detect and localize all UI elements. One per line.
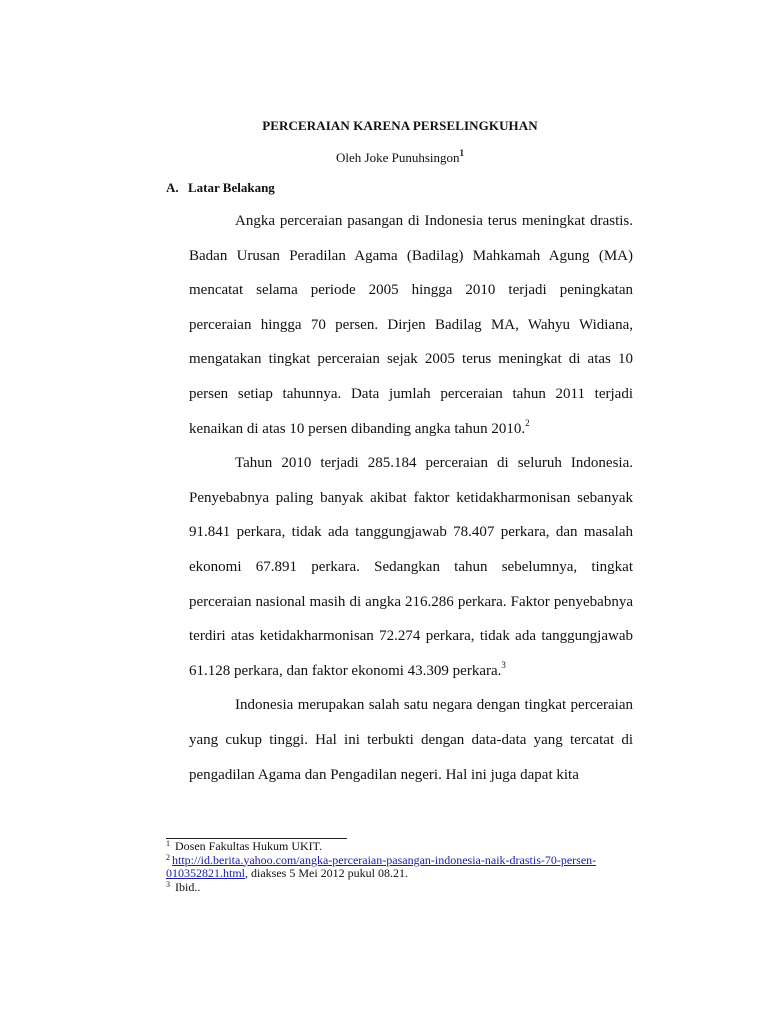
footnote-number: 1 bbox=[166, 839, 170, 848]
paragraph bbox=[189, 688, 633, 792]
section-title: Latar Belakang bbox=[188, 180, 275, 195]
document-title: PERCERAIAN KARENA PERSELINGKUHAN bbox=[262, 118, 538, 133]
paragraph-text: Angka perceraian pasangan di Indonesia terus meningkat drastis. Badan Urusan Peradilan Agama (Badilag) Mahkamah Agung (MA) mencatat selama periode 2005 hingga 2010 terjadi peningkatan perceraian hingga 70 persen. Dirjen Badilag MA, Wahyu Widiana, mengatakan tingkat perceraian sejak 2005 terus meningkat di atas 10 persen setiap tahunnya. Data jumlah perceraian tahun 2011 terjadi kenaikan di atas 10 persen dibanding angka tahun 2010. bbox=[189, 213, 633, 437]
footnote-text: , diakses 5 Mei 2012 pukul 08.21. bbox=[245, 866, 409, 880]
footnote-number: 3 bbox=[166, 879, 170, 889]
paragraph-text: Tahun 2010 terjadi 285.184 perceraian di seluruh Indonesia. Penyebabnya paling banyak akibat faktor ketidakharmonisan sebanyak 91.841 perkara, tidak ada tanggungjawab 78.407 perkara, dan masalah ekonomi 67.891 perkara. Sedangkan tahun sebelumnya, tingkat perceraian nasional masih di angka 216.286 perkara. Faktor penyebabnya terdiri atas ketidakharmonisan 72.274 perkara, tidak ada tanggungjawab 61.128 perkara, dan faktor ekonomi 43.309 perkara. bbox=[189, 455, 633, 679]
author-line bbox=[0, 150, 768, 166]
footnote bbox=[166, 854, 636, 881]
footnote-ref[interactable]: 2 bbox=[525, 417, 530, 428]
footnote bbox=[166, 881, 636, 895]
footnote bbox=[166, 840, 636, 854]
footnote-number: 2 bbox=[166, 852, 170, 862]
section-number: A. bbox=[166, 180, 179, 195]
author-name: Oleh Joke Punuhsingon bbox=[336, 150, 460, 165]
body-text bbox=[189, 204, 633, 792]
footnotes bbox=[166, 840, 636, 894]
paragraph-text: Indonesia merupakan salah satu negara dengan tingkat perceraian yang cukup tinggi. Hal ini terbukti dengan data-data yang tercatat di pengadilan Agama dan Pengadilan negeri. Hal ini juga dapat kita bbox=[189, 697, 633, 783]
paragraph bbox=[189, 204, 633, 446]
footnote-text: Dosen Fakultas Hukum UKIT. bbox=[172, 839, 323, 853]
paragraph bbox=[189, 446, 633, 688]
footnote-ref[interactable]: 3 bbox=[501, 659, 506, 670]
footnote-text: Ibid.. bbox=[172, 879, 201, 894]
author-footnote-ref[interactable]: 1 bbox=[459, 148, 464, 158]
section-heading bbox=[166, 180, 275, 196]
footnote-source-link[interactable]: http://id.berita.yahoo.com/angka-perceraian-pasangan-indonesia-naik-drastis-70-persen-010352821.html bbox=[166, 852, 597, 880]
